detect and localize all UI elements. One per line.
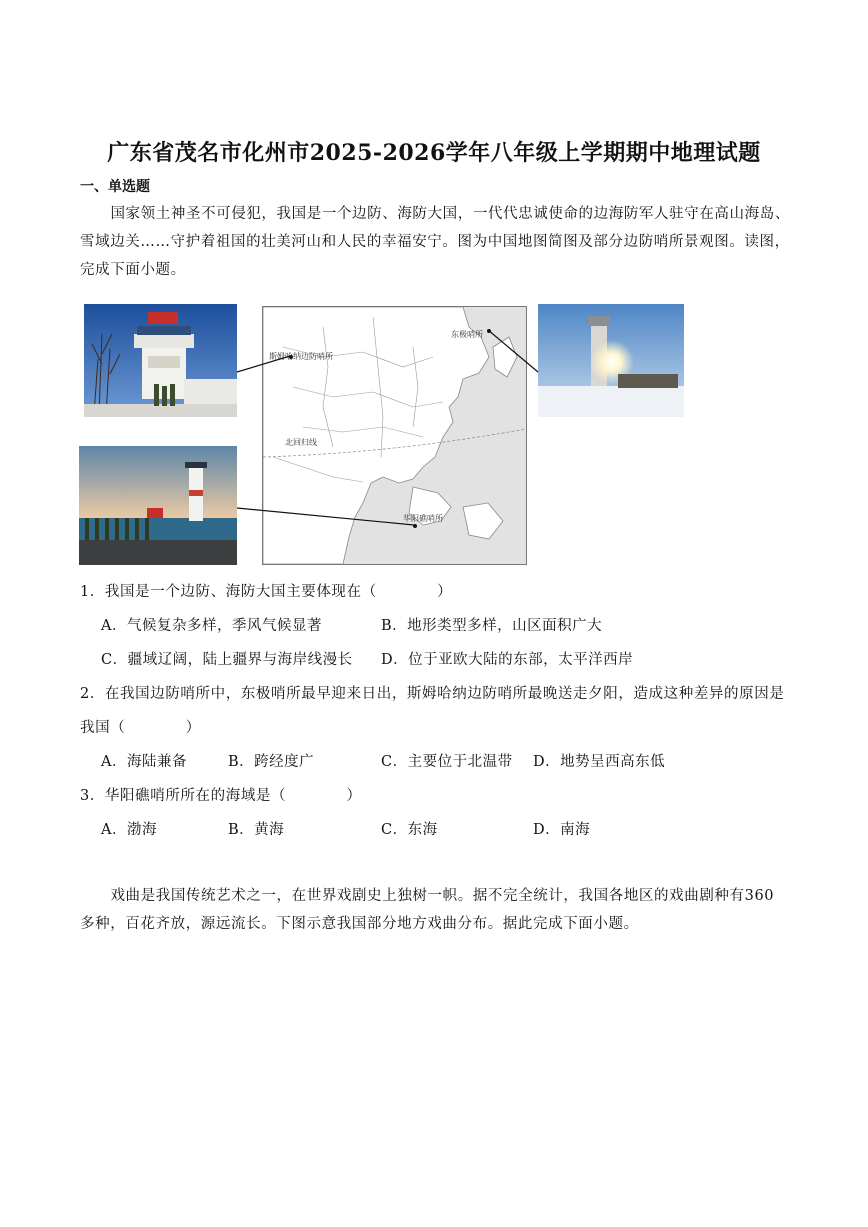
opera-line-1: 戏曲是我国传统艺术之一，在世界戏剧史上独树一帜。据不完全统计，我国各地区的戏曲剧种有360 [110,888,775,904]
connector-lines [0,0,868,600]
huayang-label: 华阳礁哨所 [403,514,443,523]
dongji-label: 东极哨所 [451,330,483,339]
q2-option-b[interactable]: B．跨经度广 [228,754,315,770]
q3-option-a[interactable]: A．渤海 [101,822,157,838]
question-2-stem-line-1: 2．在我国边防哨所中，东极哨所最早迎来日出，斯姆哈纳边防哨所最晚送走夕阳，造成这种差异的原因是 [80,686,785,702]
intro-line-2: 雪域边关……守护着祖国的壮美河山和人民的幸福安宁。图为中国地图简图及部分边防哨所景观图。读图， [80,234,790,250]
q2-option-c[interactable]: C．主要位于北温带 [381,754,513,770]
q2-option-d[interactable]: D．地势呈西高东低 [533,754,666,770]
intro-line-3: 完成下面小题。 [80,262,186,278]
q3-option-d[interactable]: D．南海 [533,822,591,838]
q1-option-a[interactable]: A．气候复杂多样，季风气候显著 [101,618,322,634]
page-title: 广东省茂名市化州市2025-2026学年八年级上学期期中地理试题 [107,140,761,166]
tropic-label: 北回归线 [285,438,317,447]
question-3-stem: 3．华阳礁哨所所在的海域是（ ） [80,788,362,804]
question-2-stem-line-2: 我国（ ） [80,720,201,736]
intro-line-1: 国家领土神圣不可侵犯，我国是一个边防、海防大国，一代代忠诚使命的边海防军人驻守在高山海岛、 [110,206,790,222]
q2-option-a[interactable]: A．海陆兼备 [101,754,187,770]
opera-paragraph [80,882,800,938]
question-1-stem: 1．我国是一个边防、海防大国主要体现在（ ） [80,584,453,600]
q1-option-b[interactable]: B．地形类型多样，山区面积广大 [381,618,603,634]
q1-option-c[interactable]: C．疆域辽阔，陆上疆界与海岸线漫长 [101,652,353,668]
section-heading: 一、单选题 [80,179,150,195]
opera-line-2: 多种，百花齐放，源远流长。下图示意我国部分地方戏曲分布。据此完成下面小题。 [80,916,639,932]
q3-option-c[interactable]: C．东海 [381,822,438,838]
q3-option-b[interactable]: B．黄海 [228,822,285,838]
q1-option-d[interactable]: D．位于亚欧大陆的东部，太平洋西岸 [381,652,634,668]
sinmhana-label: 斯姆哈纳边防哨所 [269,352,333,361]
